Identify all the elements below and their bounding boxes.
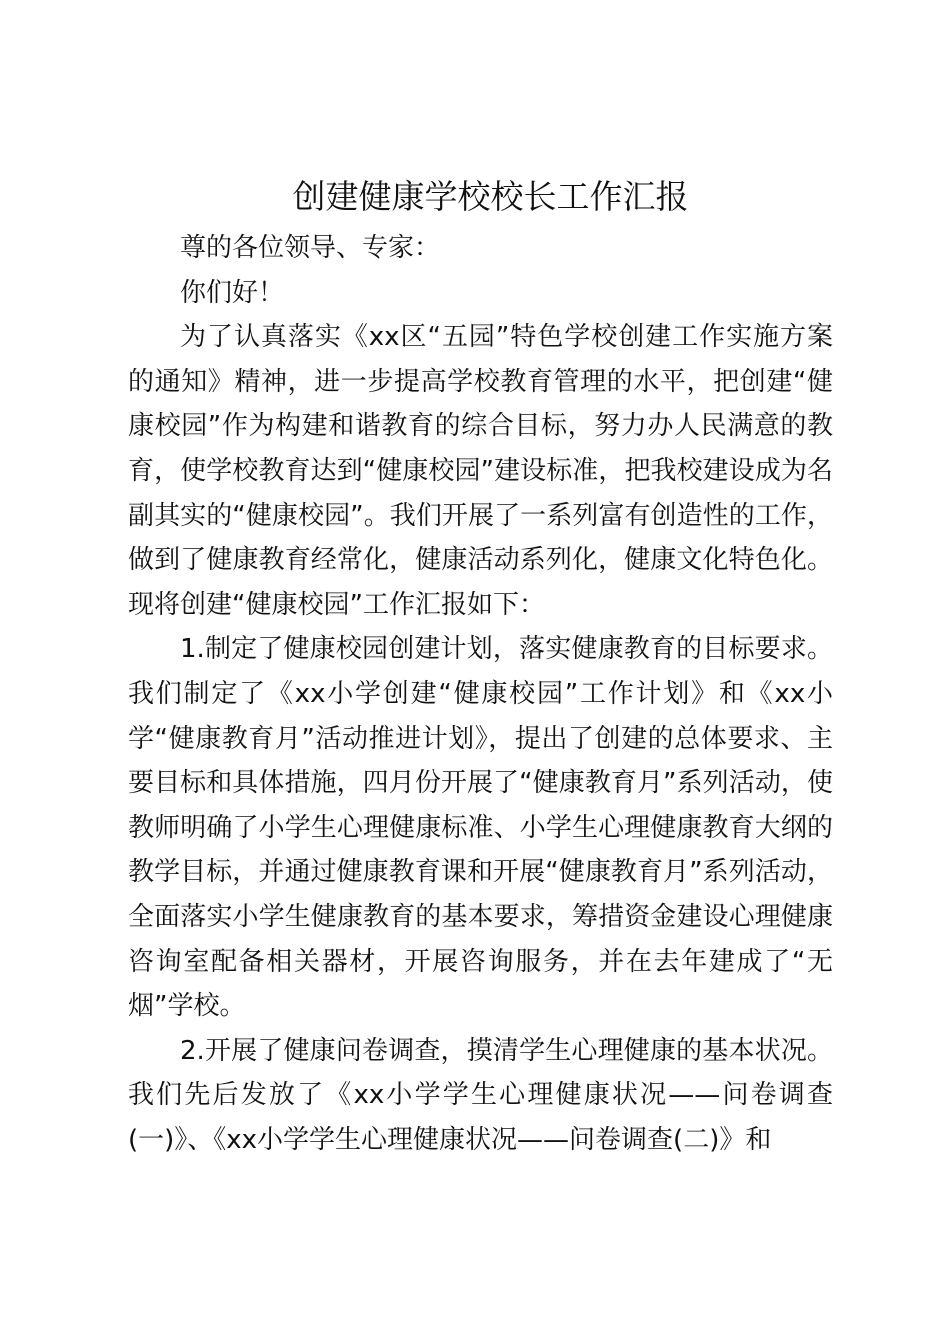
paragraph-intro: 为了认真落实《xx区“五园”特色学校创建工作实施方案的通知》精神，进一步提高学校教育管理的水平，把创建“健康校园”作为构建和谐教育的综合目标，努力办人民满意的教育，使学校教育达到“健康校园”建设标准，把我校建设成为名副其实的“健康校园”。我们开展了一系列富有创造性的工作，做到了健康教育经常化，健康活动系列化，健康文化特色化。现将创建“健康校园”工作汇报如下：	[128, 322, 833, 620]
document-title: 创建健康学校校长工作汇报	[292, 177, 689, 216]
paragraph-plan: 1.制定了健康校园创建计划，落实健康教育的目标要求。我们制定了《xx小学创建“健康校园”工作计划》和《xx小学“健康教育月”活动推进计划》，提出了创建的总体要求、主要目标和具体措施，四月份开展了“健康教育月”系列活动，使教师明确了小学生心理健康标准、小学生心理健康教育大纲的教学目标，并通过健康教育课和开展“健康教育月”系列活动，全面落实小学生健康教育的基本要求，筹措资金建设心理健康咨询室配备相关器材，开展咨询服务，并在去年建成了“无烟”学校。	[128, 634, 833, 1022]
document-page	[128, 172, 833, 1162]
greeting: 你们好！	[180, 277, 285, 308]
salutation: 尊的各位领导、专家：	[180, 233, 441, 263]
paragraph-survey: 2.开展了健康问卷调查，摸清学生心理健康的基本状况。我们先后发放了《xx小学学生心理健康状况——问卷调查(一)》、《xx小学学生心理健康状况——问卷调查(二)》和	[128, 1035, 833, 1155]
